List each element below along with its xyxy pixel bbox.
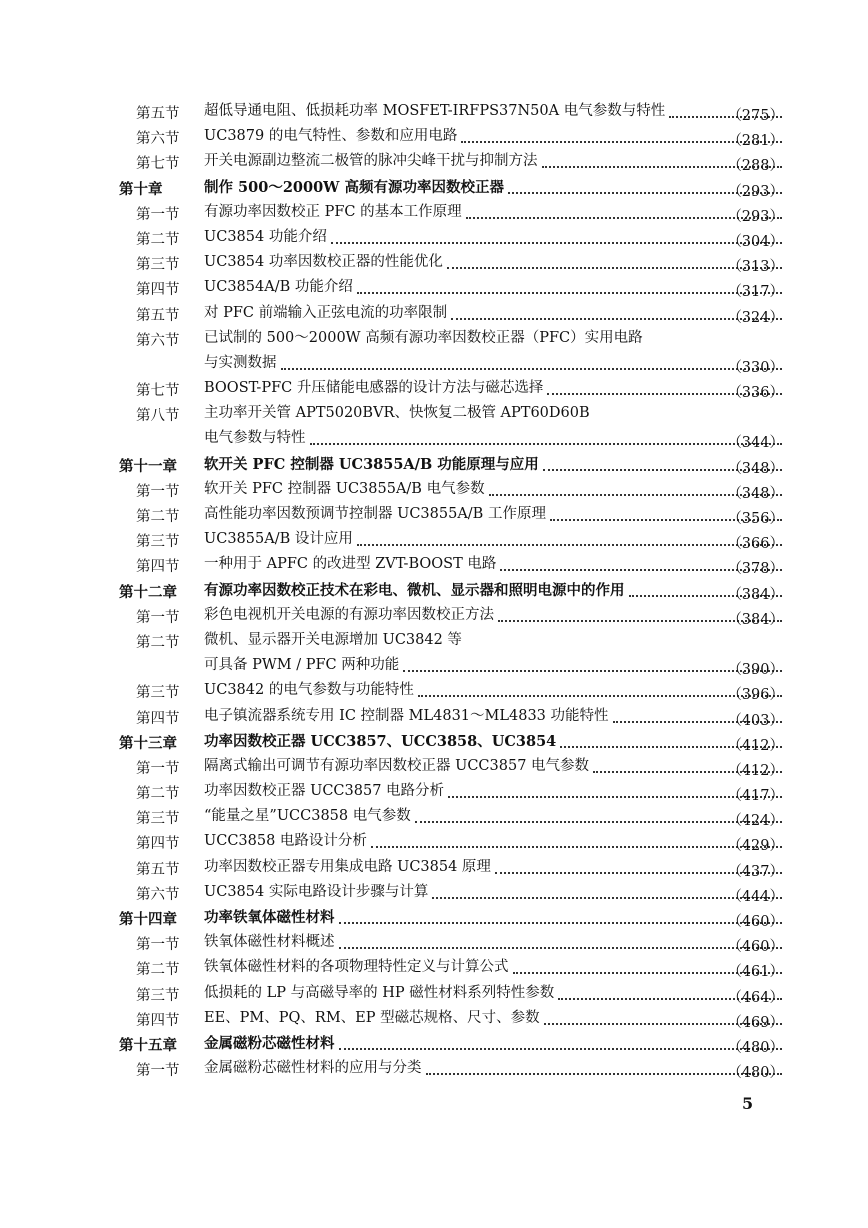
entry-leader-line [204, 505, 784, 524]
entry-leader-line [204, 379, 784, 398]
entry-title-block [204, 329, 784, 373]
toc-section-entry[interactable] [0, 856, 868, 881]
entry-page-number: （366） [727, 536, 784, 553]
entry-leader-line [204, 606, 784, 625]
entry-title: 金属磁粉芯磁性材料的应用与分类 [204, 1060, 422, 1077]
entry-label: 第一节 [136, 937, 180, 954]
entry-title: 软开关 PFC 控制器 UC3855A/B 功能原理与应用 [204, 455, 539, 473]
entry-title-block [204, 304, 784, 323]
entry-leader-line [204, 1034, 784, 1053]
entry-title: 电子镇流器系统专用 IC 控制器 ML4831～ML4833 功能特性 [204, 707, 609, 724]
entry-leader-line [204, 1059, 784, 1078]
toc-chapter-entry[interactable] [0, 176, 868, 201]
entry-page-number: （317） [727, 284, 784, 301]
entry-title: 功率因数校正器 UCC3857 电路分析 [204, 783, 445, 800]
entry-page-number: （424） [727, 813, 784, 830]
entry-title: UC3854 实际电路设计步骤与计算 [204, 883, 429, 900]
entry-leader-line [204, 530, 784, 549]
entry-title: 低损耗的 LP 与高磁导率的 HP 磁性材料系列特性参数 [204, 984, 555, 1001]
entry-title-continued: 与实测数据 [204, 354, 277, 371]
entry-label: 第一节 [136, 483, 180, 500]
entry-title-block [204, 1009, 784, 1028]
entry-page-number: （384） [727, 586, 784, 603]
entry-label: 第四节 [136, 1012, 180, 1029]
entry-leader-line [204, 152, 784, 171]
entry-leader-line [204, 253, 784, 272]
toc-section-entry[interactable] [0, 150, 868, 175]
toc-section-entry[interactable] [0, 226, 868, 251]
entry-title-block [204, 1059, 784, 1078]
entry-label: 第二节 [136, 509, 180, 526]
entry-title-block [204, 152, 784, 171]
entry-title: 彩色电视机开关电源的有源功率因数校正方法 [204, 606, 494, 623]
toc-section-entry[interactable] [0, 956, 868, 981]
entry-page-number: （417） [727, 788, 784, 805]
entry-leader-line [204, 278, 784, 297]
toc-section-entry[interactable] [0, 503, 868, 528]
toc-section-entry[interactable] [0, 100, 868, 125]
entry-label: 第七节 [136, 156, 180, 173]
entry-label: 第六节 [136, 332, 180, 349]
entry-title-block [204, 379, 784, 398]
entry-label: 第四节 [136, 710, 180, 727]
toc-chapter-entry[interactable] [0, 730, 868, 755]
entry-label: 第七节 [136, 383, 180, 400]
table-of-contents [0, 100, 868, 1082]
entry-title-block [204, 883, 784, 902]
entry-title: BOOST-PFC 升压储能电感器的设计方法与磁芯选择 [204, 380, 544, 397]
entry-page-number: （344） [727, 435, 784, 452]
entry-label: 第三节 [136, 685, 180, 702]
entry-label: 第六节 [136, 886, 180, 903]
toc-section-entry[interactable] [0, 377, 868, 402]
entry-label: 第十五章 [119, 1036, 177, 1054]
entry-page-number: （480） [727, 1039, 784, 1056]
toc-chapter-entry[interactable] [0, 1032, 868, 1057]
entry-leader-line [204, 732, 784, 751]
entry-title-block [204, 278, 784, 297]
entry-label: 第四节 [136, 282, 180, 299]
toc-section-entry[interactable] [0, 679, 868, 704]
entry-label: 第五节 [136, 307, 180, 324]
toc-section-entry[interactable] [0, 125, 868, 150]
entry-page-number: （275） [727, 108, 784, 124]
entry-page-number: （293） [727, 183, 784, 200]
entry-title: 功率因数校正器专用集成电路 UC3854 原理 [204, 858, 491, 875]
entry-page-number: （396） [727, 687, 784, 704]
dot-leader [357, 544, 782, 546]
entry-title-block [204, 178, 784, 197]
entry-title: UC3855A/B 设计应用 [204, 531, 353, 548]
entry-title-block [204, 606, 784, 625]
toc-section-entry[interactable] [0, 276, 868, 301]
entry-label: 第十二章 [119, 583, 177, 601]
entry-label: 第十一章 [119, 457, 177, 475]
entry-page-number: （403） [727, 712, 784, 729]
entry-label: 第十四章 [119, 911, 177, 929]
dot-leader [310, 443, 783, 445]
entry-title: 功率因数校正器 UCC3857、UCC3858、UC3854 [204, 732, 557, 750]
entry-page-number: （412） [727, 762, 784, 779]
entry-page-number: （460） [727, 939, 784, 956]
entry-title: UC3854 功能介绍 [204, 228, 327, 245]
toc-section-entry[interactable] [0, 705, 868, 730]
entry-label: 第八节 [136, 408, 180, 425]
entry-page-number: （444） [727, 888, 784, 905]
entry-page-number: （348） [727, 460, 784, 477]
entry-title: 主功率开关管 APT5020BVR、快恢复二极管 APT60D60B [204, 405, 590, 422]
entry-leader-line [204, 480, 784, 499]
entry-label: 第一节 [136, 609, 180, 626]
entry-title-block [204, 832, 784, 851]
entry-leader-line [204, 1009, 784, 1028]
entry-leader-line [204, 555, 784, 574]
toc-chapter-entry[interactable] [0, 453, 868, 478]
entry-title-block [204, 555, 784, 574]
entry-page-number: （293） [727, 208, 784, 225]
entry-leader-line [204, 681, 784, 700]
entry-title: 铁氧体磁性材料的各项物理特性定义与计算公式 [204, 959, 509, 976]
entry-title-block [204, 757, 784, 776]
dot-leader [281, 368, 783, 370]
dot-leader [403, 670, 782, 672]
entry-page-number: （304） [727, 233, 784, 250]
entry-title: 高性能功率因数预调节控制器 UC3855A/B 工作原理 [204, 506, 546, 523]
entry-page-number: （437） [727, 863, 784, 880]
entry-title: 微机、显示器开关电源增加 UC3842 等 [204, 631, 462, 648]
toc-section-entry[interactable] [0, 251, 868, 276]
entry-leader-line [204, 807, 784, 826]
dot-leader [339, 1048, 783, 1050]
entry-leader-line [204, 228, 784, 247]
entry-title: 铁氧体磁性材料概述 [204, 934, 335, 951]
entry-label: 第二节 [136, 786, 180, 803]
entry-title-block [204, 807, 784, 826]
toc-section-entry[interactable] [0, 553, 868, 578]
entry-label: 第一节 [136, 1063, 180, 1080]
toc-section-entry[interactable] [0, 528, 868, 553]
entry-title: “能量之星”UCC3858 电气参数 [204, 808, 411, 825]
entry-title-block [204, 782, 784, 801]
entry-page-number: （281） [727, 133, 784, 150]
dot-leader [339, 922, 783, 924]
entry-leader-line [204, 984, 784, 1003]
entry-leader-line [204, 757, 784, 776]
entry-leader-line [204, 203, 784, 222]
entry-label: 第三节 [136, 811, 180, 828]
entry-title-block [204, 127, 784, 146]
entry-leader-line [204, 354, 784, 373]
entry-title-block [204, 933, 784, 952]
entry-label: 第五节 [136, 106, 180, 122]
entry-title-block [204, 581, 784, 600]
entry-page-number: （384） [727, 611, 784, 628]
entry-page-number: （378） [727, 561, 784, 578]
entry-title-block [204, 228, 784, 247]
toc-section-entry[interactable] [0, 780, 868, 805]
page-number: 5 [742, 1094, 754, 1113]
entry-label: 第一节 [136, 206, 180, 223]
entry-label: 第六节 [136, 131, 180, 148]
entry-title-block [204, 958, 784, 977]
toc-chapter-entry[interactable] [0, 579, 868, 604]
entry-title-block [204, 404, 784, 448]
toc-section-entry[interactable] [0, 982, 868, 1007]
entry-title-block [204, 102, 784, 121]
entry-title: 有源功率因数校正 PFC 的基本工作原理 [204, 203, 462, 220]
entry-title: 制作 500～2000W 高频有源功率因数校正器 [204, 178, 505, 196]
entry-label: 第三节 [136, 257, 180, 274]
toc-section-entry[interactable] [0, 604, 868, 629]
toc-section-entry[interactable] [0, 1007, 868, 1032]
entry-label: 第三节 [136, 534, 180, 551]
entry-leader-line [204, 908, 784, 927]
entry-title-block [204, 631, 784, 675]
entry-leader-line [204, 581, 784, 600]
toc-section-entry[interactable] [0, 327, 868, 377]
entry-leader-line [204, 455, 784, 474]
entry-title: 功率铁氧体磁性材料 [204, 909, 335, 927]
entry-title: EE、PM、PQ、RM、EP 型磁芯规格、尺寸、参数 [204, 1009, 540, 1026]
entry-title-block [204, 530, 784, 549]
entry-leader-line [204, 832, 784, 851]
toc-section-entry[interactable] [0, 755, 868, 780]
entry-label: 第五节 [136, 861, 180, 878]
entry-leader-line [204, 429, 784, 448]
toc-chapter-entry[interactable] [0, 906, 868, 931]
entry-title: 已试制的 500～2000W 高频有源功率因数校正器（PFC）实用电路 [204, 329, 643, 346]
entry-title: UC3854 功率因数校正器的性能优化 [204, 254, 443, 271]
entry-title-block [204, 858, 784, 877]
entry-label: 第二节 [136, 962, 180, 979]
entry-leader-line [204, 304, 784, 323]
toc-section-entry[interactable] [0, 302, 868, 327]
entry-page-number: （480） [727, 1065, 784, 1082]
entry-title-block [204, 505, 784, 524]
entry-page-number: （336） [727, 385, 784, 402]
entry-title: 金属磁粉芯磁性材料 [204, 1034, 335, 1052]
entry-title: UC3879 的电气特性、参数和应用电路 [204, 128, 458, 145]
entry-title-block [204, 707, 784, 726]
toc-section-entry[interactable] [0, 478, 868, 503]
entry-label: 第三节 [136, 987, 180, 1004]
entry-leader-line [204, 782, 784, 801]
dot-leader [331, 242, 782, 244]
entry-title-block [204, 253, 784, 272]
entry-page-number: （412） [727, 737, 784, 754]
entry-title: 隔离式输出可调节有源功率因数校正器 UCC3857 电气参数 [204, 757, 590, 774]
entry-label: 第四节 [136, 836, 180, 853]
entry-label: 第十三章 [119, 734, 177, 752]
entry-page-number: （460） [727, 914, 784, 931]
entry-leader-line [204, 656, 784, 675]
entry-leader-line [204, 102, 784, 121]
toc-section-entry[interactable] [0, 629, 868, 679]
toc-section-entry[interactable] [0, 805, 868, 830]
entry-title: 软开关 PFC 控制器 UC3855A/B 电气参数 [204, 480, 485, 497]
entry-title-continued: 电气参数与特性 [204, 430, 306, 447]
entry-title: 对 PFC 前端输入正弦电流的功率限制 [204, 304, 448, 321]
entry-label: 第二节 [136, 634, 180, 651]
entry-page-number: （390） [727, 661, 784, 678]
dot-leader [339, 947, 783, 949]
entry-page-number: （429） [727, 838, 784, 855]
entry-title: UCC3858 电路设计分析 [204, 833, 367, 850]
entry-label: 第一节 [136, 760, 180, 777]
entry-title: UC3854A/B 功能介绍 [204, 279, 353, 296]
entry-leader-line [204, 933, 784, 952]
entry-leader-line [204, 707, 784, 726]
entry-title-block [204, 1034, 784, 1053]
entry-label: 第四节 [136, 559, 180, 576]
entry-label: 第二节 [136, 231, 180, 248]
entry-leader-line [204, 958, 784, 977]
entry-page-number: （348） [727, 485, 784, 502]
entry-title: 开关电源副边整流二极管的脉冲尖峰干扰与抑制方法 [204, 153, 538, 170]
toc-section-entry[interactable] [0, 881, 868, 906]
toc-section-entry[interactable] [0, 830, 868, 855]
toc-section-entry[interactable] [0, 931, 868, 956]
entry-title: UC3842 的电气参数与功能特性 [204, 682, 414, 699]
entry-title-block [204, 480, 784, 499]
entry-leader-line [204, 178, 784, 197]
entry-leader-line [204, 883, 784, 902]
entry-title: 一种用于 APFC 的改进型 ZVT-BOOST 电路 [204, 556, 497, 573]
entry-page-number: （464） [727, 989, 784, 1006]
entry-title: 超低导通电阻、低损耗功率 MOSFET-IRFPS37N50A 电气参数与特性 [204, 103, 666, 119]
dot-leader [371, 846, 782, 848]
entry-title-block [204, 455, 784, 474]
entry-page-number: （313） [727, 259, 784, 276]
entry-page-number: （330） [727, 359, 784, 376]
toc-section-entry[interactable] [0, 402, 868, 452]
toc-section-entry[interactable] [0, 1057, 868, 1082]
toc-section-entry[interactable] [0, 201, 868, 226]
entry-label: 第十章 [119, 180, 163, 198]
entry-title: 有源功率因数校正技术在彩电、微机、显示器和照明电源中的作用 [204, 581, 625, 599]
entry-page-number: （356） [727, 511, 784, 528]
entry-title-continued: 可具备 PWM / PFC 两种功能 [204, 657, 400, 674]
entry-title-block [204, 681, 784, 700]
entry-page-number: （469） [727, 1014, 784, 1031]
entry-page-number: （288） [727, 158, 784, 175]
entry-page-number: （324） [727, 309, 784, 326]
entry-leader-line [204, 127, 784, 146]
entry-page-number: （461） [727, 964, 784, 981]
entry-leader-line [204, 858, 784, 877]
dot-leader [357, 292, 782, 294]
entry-title-block [204, 908, 784, 927]
entry-title-block [204, 732, 784, 751]
entry-title-block [204, 203, 784, 222]
entry-title-block [204, 984, 784, 1003]
